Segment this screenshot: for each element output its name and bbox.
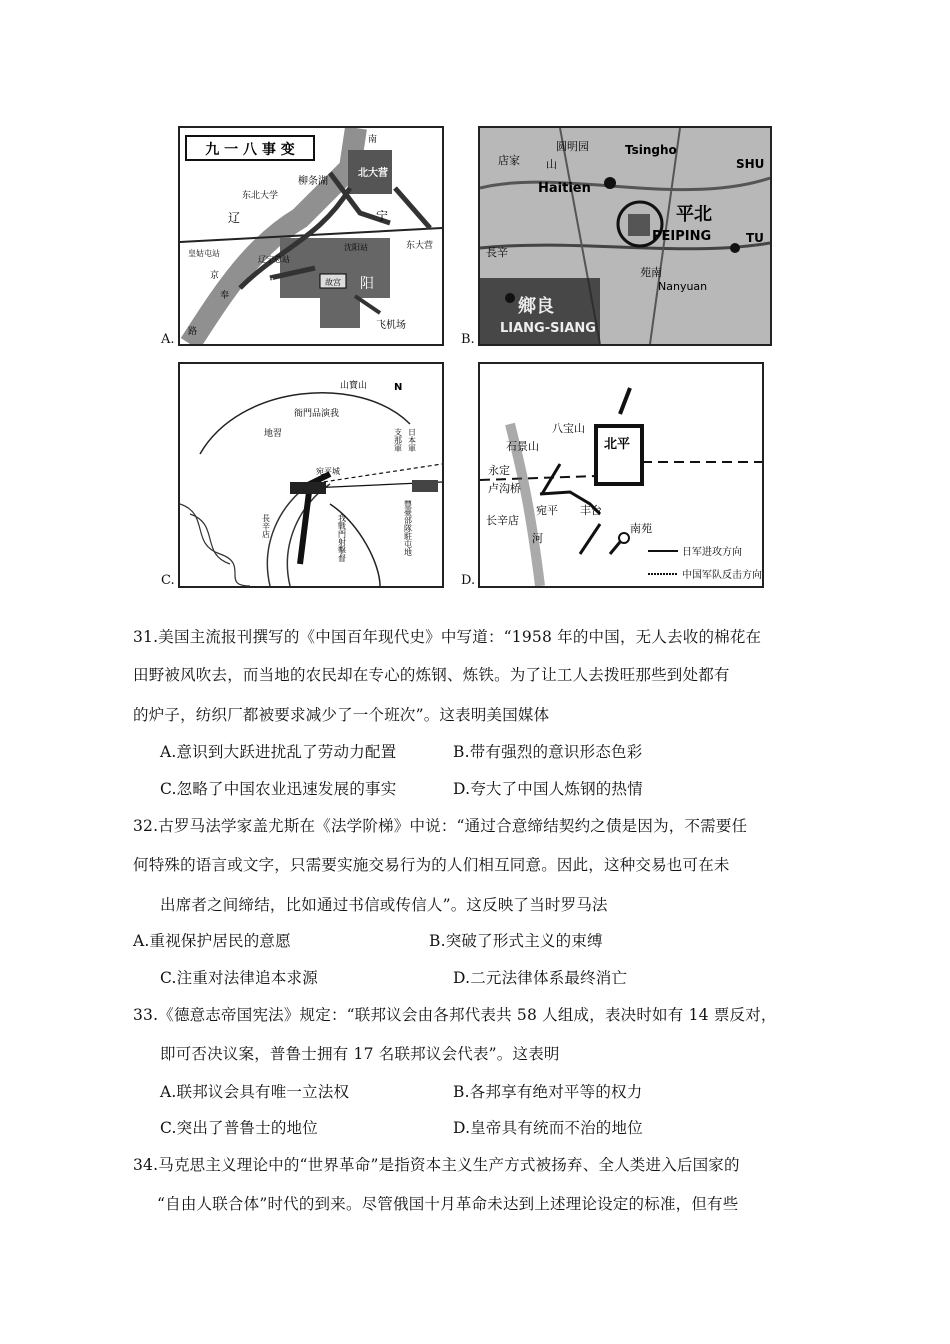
q32-option-d[interactable]: D.二元法律体系最终消亡 (453, 969, 628, 987)
q34-stem-line-2: “自由人联合体”时代的到来。尽管俄国十月革命未达到上述理论设定的标准，但有些 (157, 1195, 739, 1213)
map-a-jing: 京 (210, 271, 220, 281)
q33-option-c[interactable]: C.突出了普鲁士的地位 (160, 1119, 318, 1137)
map-a-ning: 宁 (376, 209, 389, 223)
map-d-lugouqiao-chinese (478, 362, 764, 588)
map-b-dianjia: 店家 (498, 154, 520, 167)
map-a-yang: 阳 (360, 276, 374, 292)
option-letter-c: C. (161, 573, 175, 588)
q31-stem-line-3: 的炉子，纺织厂都被要求减少了一个班次”。这表明美国媒体 (133, 706, 550, 724)
map-a-shen: 沈 (260, 276, 274, 292)
map-b-peiping-cn: 平北 (676, 204, 712, 225)
q32-option-a[interactable]: A.重视保护居民的意愿 (133, 932, 291, 950)
map-d-legend-cn: 中国军队反击方向 (682, 570, 762, 581)
map-d-he: 河 (532, 532, 543, 545)
q32-option-c[interactable]: C.注重对法律追本求源 (160, 969, 318, 987)
map-a-airport: 飞机场 (376, 320, 406, 331)
option-letter-b: B. (461, 332, 475, 347)
map-c-n: N (394, 382, 403, 393)
q33-stem-line-1: 33.《德意志帝国宪法》规定：“联邦议会由各邦代表共 58 人组成，表决时如有 14 票反对， (133, 1006, 777, 1024)
map-b-shu: SHU (736, 157, 765, 171)
q31-option-d[interactable]: D.夸大了中国人炼钢的热情 (453, 780, 643, 798)
q31-option-a[interactable]: A.意识到大跃进扰乱了劳动力配置 (160, 743, 397, 761)
map-d-yongding: 永定 (488, 464, 510, 477)
map-c-wanping: 宛平城 (316, 467, 340, 476)
map-a-road: 路 (188, 327, 198, 337)
map-b-peiping-en: PEIPING (652, 229, 712, 244)
map-c-shanbaoshan: 山寶山 (340, 381, 368, 391)
map-d-beiping: 北平 (604, 437, 631, 452)
map-b-chang-xin: 長辛 (486, 246, 508, 259)
map-c-lugouqiao-japanese (178, 362, 444, 588)
map-d-babaoshan: 八宝山 (552, 422, 585, 435)
map-d-changxindian: 长辛店 (486, 514, 519, 527)
map-a-liutiaohu: 柳条湖 (298, 176, 328, 187)
map-a-title: 九 一 八 事 变 (205, 142, 295, 158)
option-letter-a: A. (161, 332, 175, 347)
map-c-rijun: 日本軍 (407, 428, 417, 452)
map-a-liaoning-zongzhan: 辽宁总站 (258, 255, 290, 264)
map-b-yuanmingyuan: 圆明园 (556, 140, 589, 153)
map-c-woyeshe: 我戰門射擊督 (337, 514, 347, 562)
map-a-huangguntun: 皇姑屯站 (188, 249, 220, 258)
q31-option-c[interactable]: C.忽略了中国农业迅速发展的事实 (160, 780, 397, 798)
q34-stem-line-1: 34.马克思主义理论中的“世界革命”是指资本主义生产方式被扬弃、全人类进入后国家的 (133, 1156, 740, 1174)
map-a-liao: 辽 (228, 211, 241, 225)
q33-stem-line-2: 即可否决议案，普鲁士拥有 17 名联邦议会代表”。这表明 (160, 1045, 560, 1063)
map-d-wanping: 宛平 (536, 504, 558, 517)
map-b-liangxiang-en: LIANG-SIANG (500, 321, 596, 336)
map-a-gugong: 故宫 (325, 278, 341, 287)
q31-stem-line-1: 31.美国主流报刊撰写的《中国百年现代史》中写道：“1958 年的中国，无人去收的棉花在 (133, 628, 762, 646)
map-a-dongdaying: 东大营 (406, 241, 434, 251)
q33-option-b[interactable]: B.各邦享有绝对平等的权力 (453, 1083, 643, 1101)
q32-option-b[interactable]: B.突破了形式主义的束缚 (429, 932, 603, 950)
map-b-tsinghua: Tsingho (625, 143, 677, 157)
map-a-918-incident (178, 126, 444, 346)
map-b-nanyuan-en: Nanyuan (658, 280, 708, 293)
q32-stem-line-2: 何特殊的语言或文字，只需要实施交易行为的人们相互同意。因此，这种交易也可在未 (133, 856, 730, 874)
map-c-fengtai: 豐臺部隊駐屯地 (403, 500, 413, 556)
map-c-zhinajun: 支那軍 (393, 428, 403, 452)
map-a-south: 南 (368, 135, 378, 145)
q33-option-d[interactable]: D.皇帝具有统而不治的地位 (453, 1119, 643, 1137)
map-b-shan: 山 (546, 158, 557, 171)
map-d-legend-jp: 日军进攻方向 (682, 547, 742, 558)
map-d-nanyuan: 南苑 (630, 522, 652, 535)
map-b-tu: TU (746, 231, 764, 245)
map-a-beidaying: 北大营 (358, 168, 388, 179)
option-letter-d: D. (461, 573, 476, 588)
map-c-yanxi: 衙門品演我 (294, 409, 340, 419)
map-a-shenyang-zhan: 沈阳站 (344, 243, 368, 252)
map-b-nanyuan-cn: 苑南 (640, 266, 662, 279)
map-a-feng: 奉 (220, 291, 230, 301)
q32-stem-line-3: 出席者之间缔结，比如通过书信或传信人”。这反映了当时罗马法 (160, 896, 608, 914)
map-b-haitien: Haitien (538, 181, 591, 196)
q32-stem-line-1: 32.古罗马法学家盖尤斯在《法学阶梯》中说：“通过合意缔结契约之债是因为，不需要任 (133, 817, 748, 835)
map-d-lugouqiao: 卢沟桥 (488, 482, 521, 495)
map-c-changxindian: 長辛店 (261, 514, 271, 538)
map-b-peiping-photo (478, 126, 772, 346)
map-c-di: 地習 (264, 429, 283, 439)
map-d-shijingshan: 石景山 (506, 440, 539, 453)
map-b-liangxiang-cn: 鄉良 (518, 296, 554, 317)
q31-option-b[interactable]: B.带有强烈的意识形态色彩 (453, 743, 643, 761)
map-d-fengtai: 丰台 (580, 504, 602, 517)
q33-option-a[interactable]: A.联邦议会具有唯一立法权 (160, 1083, 350, 1101)
map-a-dongbei-univ: 东北大学 (242, 191, 279, 201)
q31-stem-line-2: 田野被风吹去，而当地的农民却在专心的炼钢、炼铁。为了让工人去拨旺那些到处都有 (133, 666, 730, 684)
